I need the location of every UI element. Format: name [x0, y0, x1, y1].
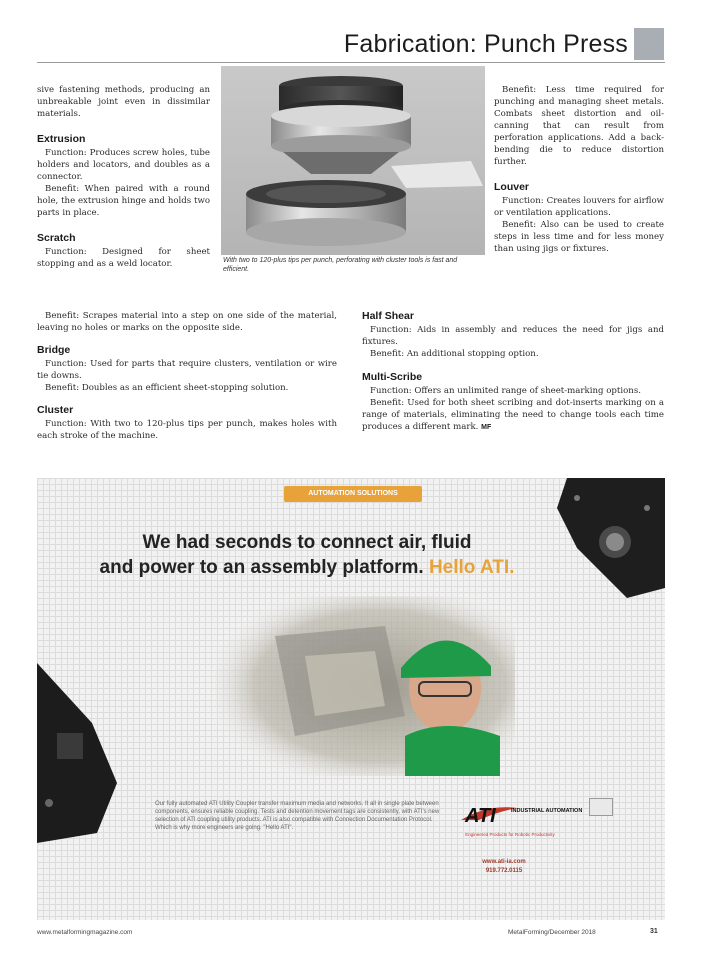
scratch-function: Function: Designed for sheet stopping and as a weld locator. — [37, 247, 210, 269]
robot-arm-graphic — [37, 663, 117, 843]
heading-cluster: Cluster — [37, 404, 74, 416]
heading-bridge: Bridge — [37, 344, 71, 356]
heading-multi-scribe: Multi-Scribe — [362, 371, 423, 383]
half-shear-benefit: Benefit: An additional stopping option. — [370, 349, 539, 359]
ati-advertisement[interactable] — [37, 478, 665, 920]
cluster-benefit: Benefit: Less time required for punching and managing sheet metals. Combats sheet distortion and oil-canning that can result from perforation applications. Add a back-bending die to reduce distortion further. — [494, 85, 664, 167]
end-mark: MF — [481, 424, 492, 431]
engineer-illustration — [215, 596, 515, 776]
intro-paragraph: sive fastening methods, producing an unbreakable joint even in dissimilar materials. — [37, 85, 210, 119]
page-section-title: Fabrication: Punch Press — [343, 30, 628, 58]
ad-headline-line-2-text: and power to an assembly platform. — [99, 557, 424, 578]
footer-issue: MetalForming/December 2018 — [508, 929, 596, 936]
mid-right-column — [362, 310, 664, 434]
multi-scribe-benefit — [362, 397, 664, 434]
ati-logo-mark — [457, 798, 583, 828]
heading-half-shear: Half Shear — [362, 310, 414, 322]
louver-function: Function: Creates louvers for airflow or ventilation applications. — [494, 196, 664, 218]
ad-body-copy: Our fully automated ATI Utility Coupler transfer maximum media and networks. It all in single plate between components, ensures reliable coupling. Tests and detention movement tags are consistently, with ATI's new selection of ATI coupling utility products. ATI is also compatible with Connection Documentation Protocol. Which is why more engineers are going. "Hello ATI". — [155, 801, 440, 831]
left-column-lower — [37, 310, 337, 442]
section-color-tab — [634, 28, 664, 60]
ad-headline-highlight: Hello ATI. — [428, 557, 515, 578]
ati-logo-subtitle: INDUSTRIAL AUTOMATION — [511, 808, 583, 814]
left-column-upper — [37, 84, 210, 270]
ati-url[interactable]: www.ati-ia.com — [482, 859, 526, 865]
heading-extrusion: Extrusion — [37, 133, 86, 145]
engineer-photo — [215, 596, 515, 776]
right-column — [494, 84, 664, 255]
bridge-function: Function: Used for parts that require clusters, ventilation or wire tie downs. — [37, 359, 337, 381]
ad-headline — [97, 530, 517, 580]
bridge-benefit: Benefit: Doubles as an efficient sheet-stopping solution. — [45, 383, 289, 393]
extrusion-benefit: Benefit: When paired with a round hole, the extrusion hinge and holds two parts in place. — [37, 184, 210, 218]
ad-headline-line-1: We had seconds to connect air, fluid — [142, 532, 472, 553]
heading-scratch: Scratch — [37, 232, 76, 244]
ati-logo-text: ATI — [465, 805, 496, 827]
ad-badge: AUTOMATION SOLUTIONS — [284, 486, 422, 502]
ati-logo[interactable] — [457, 798, 583, 828]
louver-benefit: Benefit: Also can be used to create steps in less time and for less money than using jigs or fixtures. — [494, 220, 664, 254]
multi-scribe-benefit-text: Benefit: Used for both sheet scribing and dot-inserts marking on a range of materials, eliminating the need to change tools each time produces a different mark. — [362, 398, 664, 432]
ati-phone: 919.772.0115 — [485, 868, 523, 874]
cluster-tool-photo — [221, 66, 485, 255]
scratch-benefit: Benefit: Scrapes material into a step on one side of the material, leaving no holes or marks on the opposite side. — [37, 311, 337, 333]
header-divider — [37, 62, 665, 63]
multi-scribe-function: Function: Offers an unlimited range of sheet-marking options. — [370, 386, 641, 396]
ati-tagline: Engineered Products for Robotic Productivity — [465, 832, 555, 837]
photo-caption: With two to 120-plus tips per punch, perforating with cluster tools is fast and efficient. — [223, 257, 458, 273]
ati-contact[interactable] — [469, 858, 539, 876]
half-shear-function: Function: Aids in assembly and reduces the need for jigs and fixtures. — [362, 325, 664, 347]
punch-tool-illustration — [221, 66, 485, 255]
robot-mini-icon — [589, 798, 613, 816]
page-number: 31 — [650, 928, 658, 935]
footer-website[interactable]: www.metalformingmagazine.com — [37, 929, 133, 936]
robot-tool-graphic — [537, 478, 665, 598]
extrusion-function: Function: Produces screw holes, tube holders and locators, and doubles as a connector. — [37, 148, 210, 182]
cluster-function: Function: With two to 120-plus tips per punch, makes holes with each stroke of the machine. — [37, 419, 337, 441]
heading-louver: Louver — [494, 181, 530, 193]
ad-headline-line-2 — [97, 555, 517, 580]
